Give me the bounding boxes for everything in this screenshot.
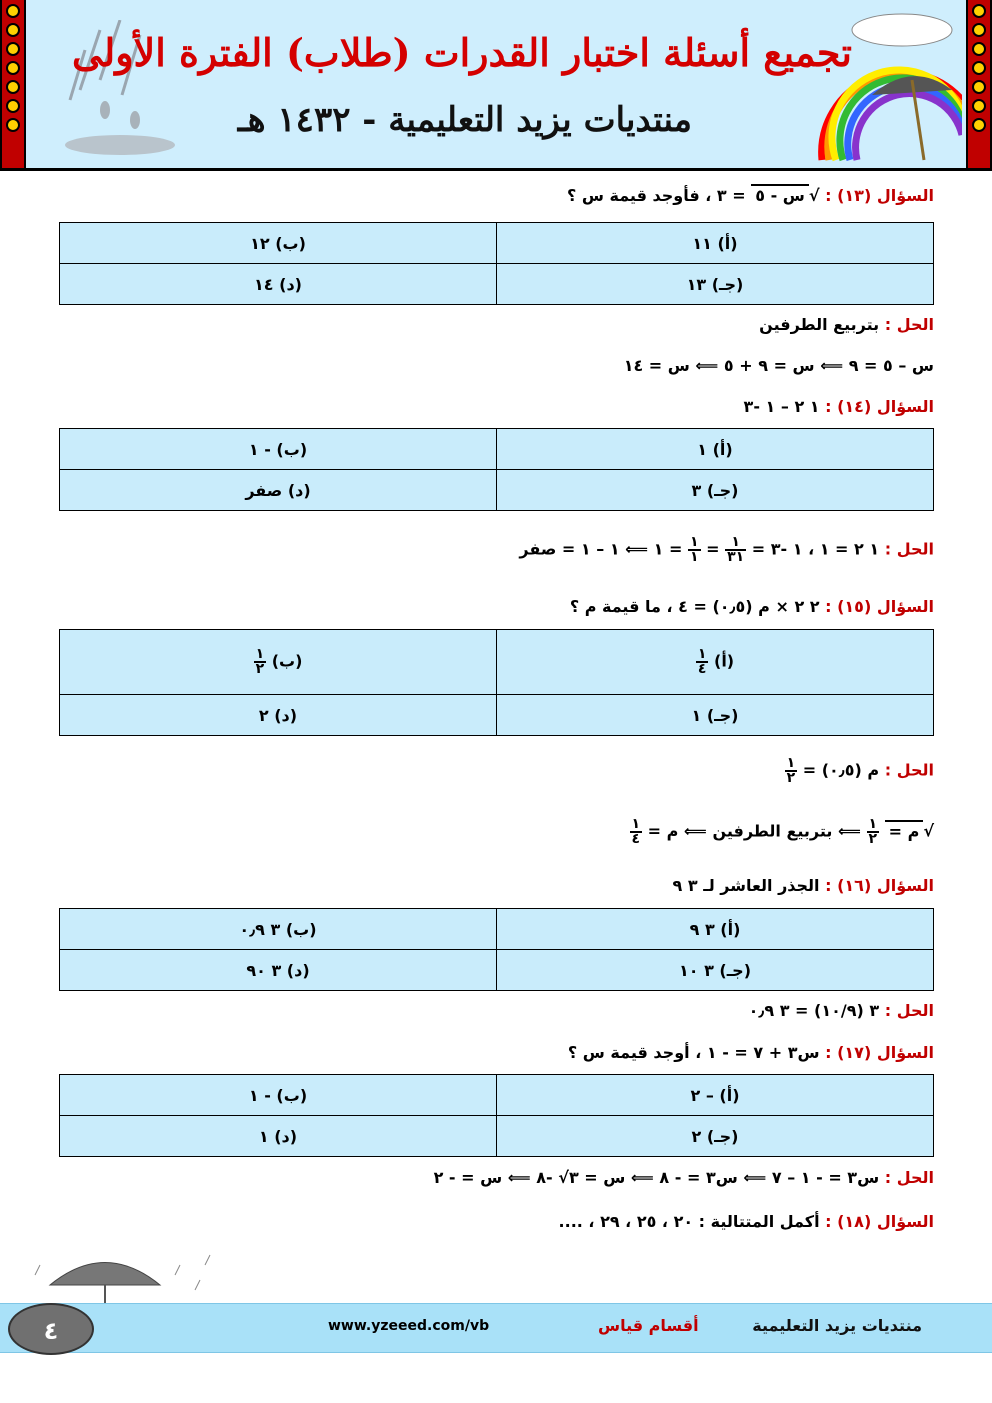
decorative-chain-right [966, 0, 992, 168]
question-text: أكمل المتتالية : ٢٠ ، ٢٥ ، ٢٩ ، .... [558, 1212, 820, 1231]
option-c[interactable]: (جـ) ٣ [497, 470, 934, 511]
question-15 [570, 597, 934, 616]
options-table-16 [59, 908, 934, 991]
page-number: ٤ [8, 1303, 94, 1355]
question-text: ٢ ٢ × م (٠٫٥) = ٤ ، ما قيمة م ؟ [569, 597, 820, 616]
question-text: الجذر العاشر لـ ٣ ٩ [672, 876, 820, 895]
option-b[interactable]: (ب) $\frac{١}{٢}$ [60, 630, 497, 695]
options-table-15 [59, 629, 934, 736]
solution-17 [434, 1168, 934, 1187]
option-b[interactable]: (ب) ٣ ٠٫٩ [60, 909, 497, 950]
fraction: $\frac{١}{٣١}$ [727, 534, 745, 565]
solution-16 [749, 1001, 934, 1020]
option-c[interactable]: (جـ) ١ [497, 695, 934, 736]
radical-expression: م = [885, 820, 924, 841]
option-d[interactable]: (د) ٢ [60, 695, 497, 736]
solution-text: ⟸ بتربيع الطرفين ⟸ م = [647, 821, 861, 841]
option-d[interactable]: (د) صفر [60, 470, 497, 511]
solution-text: م (٠٫٥) = [802, 760, 880, 780]
option-c[interactable]: (جـ) ١٣ [497, 264, 934, 305]
question-label: السؤال (١٦) : [825, 876, 934, 895]
solution-text: = ١ ⟸ ١ – ١ = صفر [519, 539, 683, 559]
footer-section: أقسام قياس [598, 1316, 699, 1335]
fraction: $\frac{١}{٢}$ [868, 816, 878, 847]
option-a[interactable]: (أ) ١ [497, 429, 934, 470]
solution-15-line-2: √م = $\frac{١}{٢}$ ⟸ بتربيع الطرفين ⟸ م = $\frac{١}{٤}$ [631, 816, 934, 847]
solution-13-line-2: س – ٥ = ٩ ⟸ س = ٩ + ٥ ⟸ س = ١٤ [623, 356, 934, 375]
footer-forum-name: منتديات يزيد التعليمية [752, 1316, 922, 1335]
option-c[interactable]: (جـ) ٣ ١٠ [497, 950, 934, 991]
question-label: السؤال (١٧) : [825, 1043, 934, 1062]
question-18 [559, 1212, 934, 1231]
decorative-chain-left [0, 0, 26, 168]
question-14 [744, 397, 934, 416]
solution-label: الحل : [884, 315, 934, 334]
solution-label: الحل : [884, 760, 934, 780]
header-title: تجميع أسئلة اختبار القدرات (طلاب) الفترة الأولى [71, 30, 852, 75]
option-a[interactable]: (أ) – ٢ [497, 1075, 934, 1116]
option-d[interactable]: (د) ١٤ [60, 264, 497, 305]
options-table-17 [59, 1074, 934, 1157]
question-text: س٣ + ٧ = - ١ ، أوجد قيمة س ؟ [567, 1043, 820, 1062]
question-17 [568, 1043, 934, 1062]
question-13: السؤال (١٣) : √س - ٥ = ٣ ، فأوجد قيمة س ؟ [566, 186, 934, 205]
fraction: $\frac{١}{٤}$ [631, 816, 641, 847]
header-subtitle: منتديات يزيد التعليمية - ١٤٣٢ هـ [237, 100, 692, 140]
question-label: السؤال (١٨) : [825, 1212, 934, 1231]
option-d[interactable]: (د) ١ [60, 1116, 497, 1157]
option-b[interactable]: (ب) - ١ [60, 429, 497, 470]
solution-text: ٣ (١٠/٩) = ٣ ٠٫٩ [748, 1001, 880, 1020]
options-table-14 [59, 428, 934, 511]
solution-label: الحل : [884, 1168, 934, 1187]
question-text: = ٣ ، فأوجد قيمة س ؟ [566, 186, 746, 205]
option-c[interactable]: (جـ) ٢ [497, 1116, 934, 1157]
fraction: $\frac{١}{٢}$ [786, 755, 796, 786]
solution-text: بتربيع الطرفين [759, 315, 880, 334]
option-a[interactable]: (أ) ١١ [497, 223, 934, 264]
equals-sign: = [706, 539, 720, 559]
option-a[interactable]: (أ) $\frac{١}{٤}$ [497, 630, 934, 695]
question-text: ١ ٢ – ١ -٣ [743, 397, 820, 416]
solution-text: س٣ = - ١ – ٧ ⟸ س٣ = - ٨ ⟸ س = ٣√ -٨ ⟸ س = - ٢ [433, 1168, 880, 1187]
question-label: السؤال (١٤) : [825, 397, 934, 416]
question-label: السؤال (١٣) : [825, 186, 934, 205]
footer-url-link[interactable]: www.yzeeed.com/vb [328, 1318, 490, 1334]
solution-label: الحل : [884, 1001, 934, 1020]
solution-14 [519, 536, 934, 564]
option-b[interactable]: (ب) - ١ [60, 1075, 497, 1116]
question-label: السؤال (١٥) : [825, 597, 934, 616]
solution-15-line-1 [785, 757, 934, 785]
page-header [0, 0, 992, 171]
solution-13-line-1 [759, 315, 934, 334]
solution-label: الحل : [884, 539, 934, 559]
solution-text: ١ ٢ = ١ ، ١ -٣ = [751, 539, 880, 559]
option-a[interactable]: (أ) ٣ ٩ [497, 909, 934, 950]
options-table-13 [59, 222, 934, 305]
option-d[interactable]: (د) ٣ ٩٠ [60, 950, 497, 991]
fraction: $\frac{١}{١}$ [689, 534, 699, 565]
option-b[interactable]: (ب) ١٢ [60, 223, 497, 264]
question-16 [673, 876, 934, 895]
radical-expression: س - ٥ [751, 184, 809, 205]
